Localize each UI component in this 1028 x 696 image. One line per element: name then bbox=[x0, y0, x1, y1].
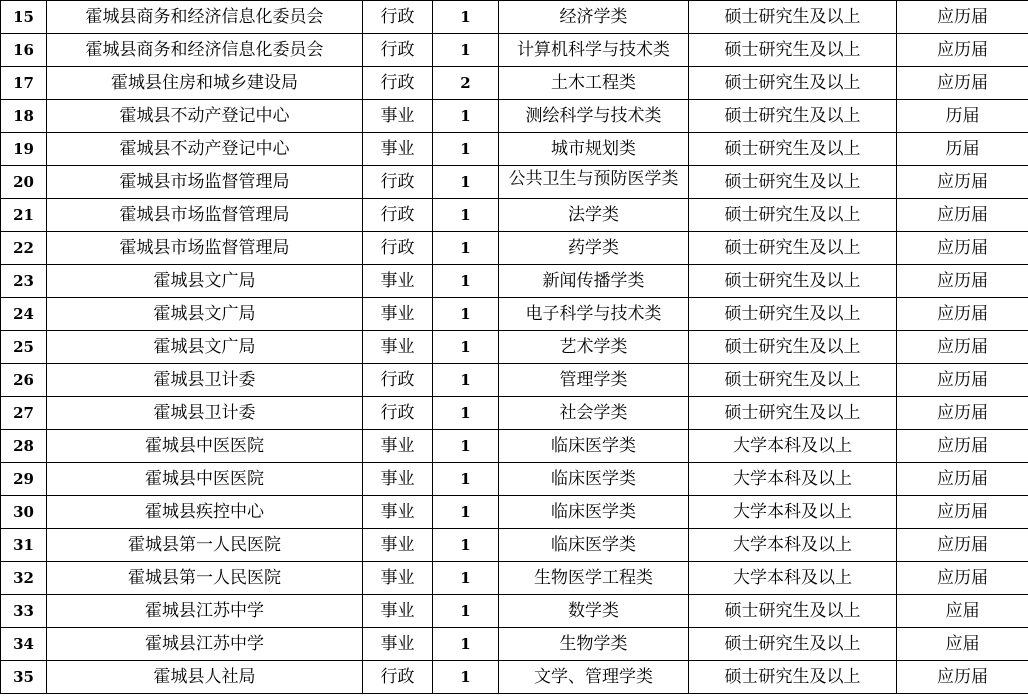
row-number-cell: 17 bbox=[1, 67, 47, 100]
headcount-cell: 2 bbox=[433, 67, 499, 100]
graduate-status-cell: 应届 bbox=[897, 595, 1028, 628]
graduate-status-cell: 应历届 bbox=[897, 34, 1028, 67]
table-row bbox=[1, 463, 1028, 496]
education-cell: 硕士研究生及以上 bbox=[689, 265, 897, 298]
graduate-status-cell: 历届 bbox=[897, 133, 1028, 166]
major-cell: 经济学类 bbox=[499, 1, 689, 34]
headcount-cell: 1 bbox=[433, 100, 499, 133]
headcount-cell: 1 bbox=[433, 661, 499, 694]
department-cell: 霍城县市场监督管理局 bbox=[47, 232, 363, 265]
education-cell: 硕士研究生及以上 bbox=[689, 166, 897, 199]
major-cell: 数学类 bbox=[499, 595, 689, 628]
table-row bbox=[1, 199, 1028, 232]
row-number-cell: 21 bbox=[1, 199, 47, 232]
education-cell: 大学本科及以上 bbox=[689, 430, 897, 463]
education-cell: 硕士研究生及以上 bbox=[689, 628, 897, 661]
row-number-cell: 27 bbox=[1, 397, 47, 430]
graduate-status-cell: 应历届 bbox=[897, 232, 1028, 265]
position-type-cell: 事业 bbox=[363, 529, 433, 562]
department-cell: 霍城县卫计委 bbox=[47, 364, 363, 397]
education-cell: 大学本科及以上 bbox=[689, 496, 897, 529]
row-number-cell: 23 bbox=[1, 265, 47, 298]
row-number-cell: 35 bbox=[1, 661, 47, 694]
table-row bbox=[1, 331, 1028, 364]
department-cell: 霍城县不动产登记中心 bbox=[47, 133, 363, 166]
department-cell: 霍城县第一人民医院 bbox=[47, 562, 363, 595]
department-cell: 霍城县中医医院 bbox=[47, 463, 363, 496]
table-row bbox=[1, 232, 1028, 265]
department-cell: 霍城县人社局 bbox=[47, 661, 363, 694]
row-number-cell: 33 bbox=[1, 595, 47, 628]
table-row bbox=[1, 364, 1028, 397]
row-number-cell: 28 bbox=[1, 430, 47, 463]
major-cell: 药学类 bbox=[499, 232, 689, 265]
graduate-status-cell: 应历届 bbox=[897, 166, 1028, 199]
department-cell: 霍城县第一人民医院 bbox=[47, 529, 363, 562]
table-row bbox=[1, 496, 1028, 529]
graduate-status-cell: 应历届 bbox=[897, 265, 1028, 298]
row-number-cell: 15 bbox=[1, 1, 47, 34]
major-cell: 法学类 bbox=[499, 199, 689, 232]
education-cell: 硕士研究生及以上 bbox=[689, 595, 897, 628]
major-cell: 临床医学类 bbox=[499, 496, 689, 529]
department-cell: 霍城县卫计委 bbox=[47, 397, 363, 430]
row-number-cell: 18 bbox=[1, 100, 47, 133]
graduate-status-cell: 应历届 bbox=[897, 331, 1028, 364]
education-cell: 硕士研究生及以上 bbox=[689, 364, 897, 397]
department-cell: 霍城县住房和城乡建设局 bbox=[47, 67, 363, 100]
major-cell: 测绘科学与技术类 bbox=[499, 100, 689, 133]
education-cell: 硕士研究生及以上 bbox=[689, 298, 897, 331]
row-number-cell: 34 bbox=[1, 628, 47, 661]
major-cell: 城市规划类 bbox=[499, 133, 689, 166]
headcount-cell: 1 bbox=[433, 595, 499, 628]
headcount-cell: 1 bbox=[433, 397, 499, 430]
graduate-status-cell: 应历届 bbox=[897, 661, 1028, 694]
major-cell: 临床医学类 bbox=[499, 463, 689, 496]
department-cell: 霍城县江苏中学 bbox=[47, 628, 363, 661]
department-cell: 霍城县商务和经济信息化委员会 bbox=[47, 34, 363, 67]
education-cell: 大学本科及以上 bbox=[689, 529, 897, 562]
table-row bbox=[1, 1, 1028, 34]
table-row bbox=[1, 529, 1028, 562]
position-type-cell: 事业 bbox=[363, 463, 433, 496]
row-number-cell: 31 bbox=[1, 529, 47, 562]
row-number-cell: 32 bbox=[1, 562, 47, 595]
headcount-cell: 1 bbox=[433, 529, 499, 562]
department-cell: 霍城县市场监督管理局 bbox=[47, 166, 363, 199]
graduate-status-cell: 应历届 bbox=[897, 364, 1028, 397]
position-type-cell: 行政 bbox=[363, 34, 433, 67]
position-type-cell: 行政 bbox=[363, 397, 433, 430]
position-type-cell: 行政 bbox=[363, 166, 433, 199]
graduate-status-cell: 应历届 bbox=[897, 430, 1028, 463]
department-cell: 霍城县江苏中学 bbox=[47, 595, 363, 628]
table-row bbox=[1, 562, 1028, 595]
table-body bbox=[1, 1, 1028, 694]
position-type-cell: 事业 bbox=[363, 562, 433, 595]
major-cell: 土木工程类 bbox=[499, 67, 689, 100]
major-cell: 临床医学类 bbox=[499, 430, 689, 463]
department-cell: 霍城县不动产登记中心 bbox=[47, 100, 363, 133]
headcount-cell: 1 bbox=[433, 34, 499, 67]
major-text: 公共卫生与预防医学类 bbox=[508, 169, 679, 189]
table-row bbox=[1, 298, 1028, 331]
education-cell: 硕士研究生及以上 bbox=[689, 100, 897, 133]
graduate-status-cell: 应历届 bbox=[897, 496, 1028, 529]
table-row bbox=[1, 265, 1028, 298]
table-row bbox=[1, 67, 1028, 100]
position-type-cell: 事业 bbox=[363, 496, 433, 529]
position-type-cell: 行政 bbox=[363, 661, 433, 694]
position-type-cell: 行政 bbox=[363, 199, 433, 232]
position-type-cell: 事业 bbox=[363, 100, 433, 133]
education-cell: 硕士研究生及以上 bbox=[689, 1, 897, 34]
department-cell: 霍城县中医医院 bbox=[47, 430, 363, 463]
graduate-status-cell: 历届 bbox=[897, 100, 1028, 133]
row-number-cell: 24 bbox=[1, 298, 47, 331]
major-cell: 计算机科学与技术类 bbox=[499, 34, 689, 67]
position-type-cell: 行政 bbox=[363, 364, 433, 397]
table-row bbox=[1, 661, 1028, 694]
major-cell: 电子科学与技术类 bbox=[499, 298, 689, 331]
major-cell: 文学、管理学类 bbox=[499, 661, 689, 694]
table-row bbox=[1, 166, 1028, 199]
major-cell: 管理学类 bbox=[499, 364, 689, 397]
position-type-cell: 事业 bbox=[363, 628, 433, 661]
graduate-status-cell: 应历届 bbox=[897, 199, 1028, 232]
education-cell: 硕士研究生及以上 bbox=[689, 133, 897, 166]
graduate-status-cell: 应历届 bbox=[897, 67, 1028, 100]
education-cell: 大学本科及以上 bbox=[689, 562, 897, 595]
table-row bbox=[1, 430, 1028, 463]
table-row bbox=[1, 397, 1028, 430]
row-number-cell: 30 bbox=[1, 496, 47, 529]
education-cell: 大学本科及以上 bbox=[689, 463, 897, 496]
row-number-cell: 16 bbox=[1, 34, 47, 67]
headcount-cell: 1 bbox=[433, 463, 499, 496]
major-cell: 生物学类 bbox=[499, 628, 689, 661]
graduate-status-cell: 应历届 bbox=[897, 529, 1028, 562]
table-row bbox=[1, 100, 1028, 133]
education-cell: 硕士研究生及以上 bbox=[689, 67, 897, 100]
position-type-cell: 事业 bbox=[363, 595, 433, 628]
position-type-cell: 行政 bbox=[363, 1, 433, 34]
headcount-cell: 1 bbox=[433, 199, 499, 232]
position-type-cell: 行政 bbox=[363, 232, 433, 265]
position-type-cell: 行政 bbox=[363, 67, 433, 100]
headcount-cell: 1 bbox=[433, 430, 499, 463]
headcount-cell: 1 bbox=[433, 232, 499, 265]
row-number-cell: 22 bbox=[1, 232, 47, 265]
headcount-cell: 1 bbox=[433, 496, 499, 529]
row-number-cell: 19 bbox=[1, 133, 47, 166]
position-type-cell: 事业 bbox=[363, 430, 433, 463]
headcount-cell: 1 bbox=[433, 265, 499, 298]
headcount-cell: 1 bbox=[433, 166, 499, 199]
department-cell: 霍城县疾控中心 bbox=[47, 496, 363, 529]
table-row bbox=[1, 133, 1028, 166]
graduate-status-cell: 应届 bbox=[897, 628, 1028, 661]
major-cell: 生物医学工程类 bbox=[499, 562, 689, 595]
major-cell: 艺术学类 bbox=[499, 331, 689, 364]
graduate-status-cell: 应历届 bbox=[897, 298, 1028, 331]
department-cell: 霍城县文广局 bbox=[47, 331, 363, 364]
graduate-status-cell: 应历届 bbox=[897, 562, 1028, 595]
department-cell: 霍城县文广局 bbox=[47, 265, 363, 298]
table-row bbox=[1, 628, 1028, 661]
position-type-cell: 事业 bbox=[363, 331, 433, 364]
headcount-cell: 1 bbox=[433, 298, 499, 331]
position-type-cell: 事业 bbox=[363, 298, 433, 331]
education-cell: 硕士研究生及以上 bbox=[689, 34, 897, 67]
department-cell: 霍城县市场监督管理局 bbox=[47, 199, 363, 232]
major-cell: 社会学类 bbox=[499, 397, 689, 430]
headcount-cell: 1 bbox=[433, 364, 499, 397]
headcount-cell: 1 bbox=[433, 133, 499, 166]
education-cell: 硕士研究生及以上 bbox=[689, 199, 897, 232]
graduate-status-cell: 应历届 bbox=[897, 1, 1028, 34]
graduate-status-cell: 应历届 bbox=[897, 463, 1028, 496]
major-cell: 临床医学类 bbox=[499, 529, 689, 562]
department-cell: 霍城县文广局 bbox=[47, 298, 363, 331]
headcount-cell: 1 bbox=[433, 562, 499, 595]
table-row bbox=[1, 595, 1028, 628]
graduate-status-cell: 应历届 bbox=[897, 397, 1028, 430]
position-type-cell: 事业 bbox=[363, 133, 433, 166]
department-cell: 霍城县商务和经济信息化委员会 bbox=[47, 1, 363, 34]
row-number-cell: 20 bbox=[1, 166, 47, 199]
headcount-cell: 1 bbox=[433, 1, 499, 34]
education-cell: 硕士研究生及以上 bbox=[689, 331, 897, 364]
position-type-cell: 事业 bbox=[363, 265, 433, 298]
row-number-cell: 26 bbox=[1, 364, 47, 397]
major-cell bbox=[499, 166, 689, 199]
row-number-cell: 29 bbox=[1, 463, 47, 496]
education-cell: 硕士研究生及以上 bbox=[689, 397, 897, 430]
table-row bbox=[1, 34, 1028, 67]
headcount-cell: 1 bbox=[433, 628, 499, 661]
education-cell: 硕士研究生及以上 bbox=[689, 232, 897, 265]
row-number-cell: 25 bbox=[1, 331, 47, 364]
major-cell: 新闻传播学类 bbox=[499, 265, 689, 298]
headcount-cell: 1 bbox=[433, 331, 499, 364]
education-cell: 硕士研究生及以上 bbox=[689, 661, 897, 694]
